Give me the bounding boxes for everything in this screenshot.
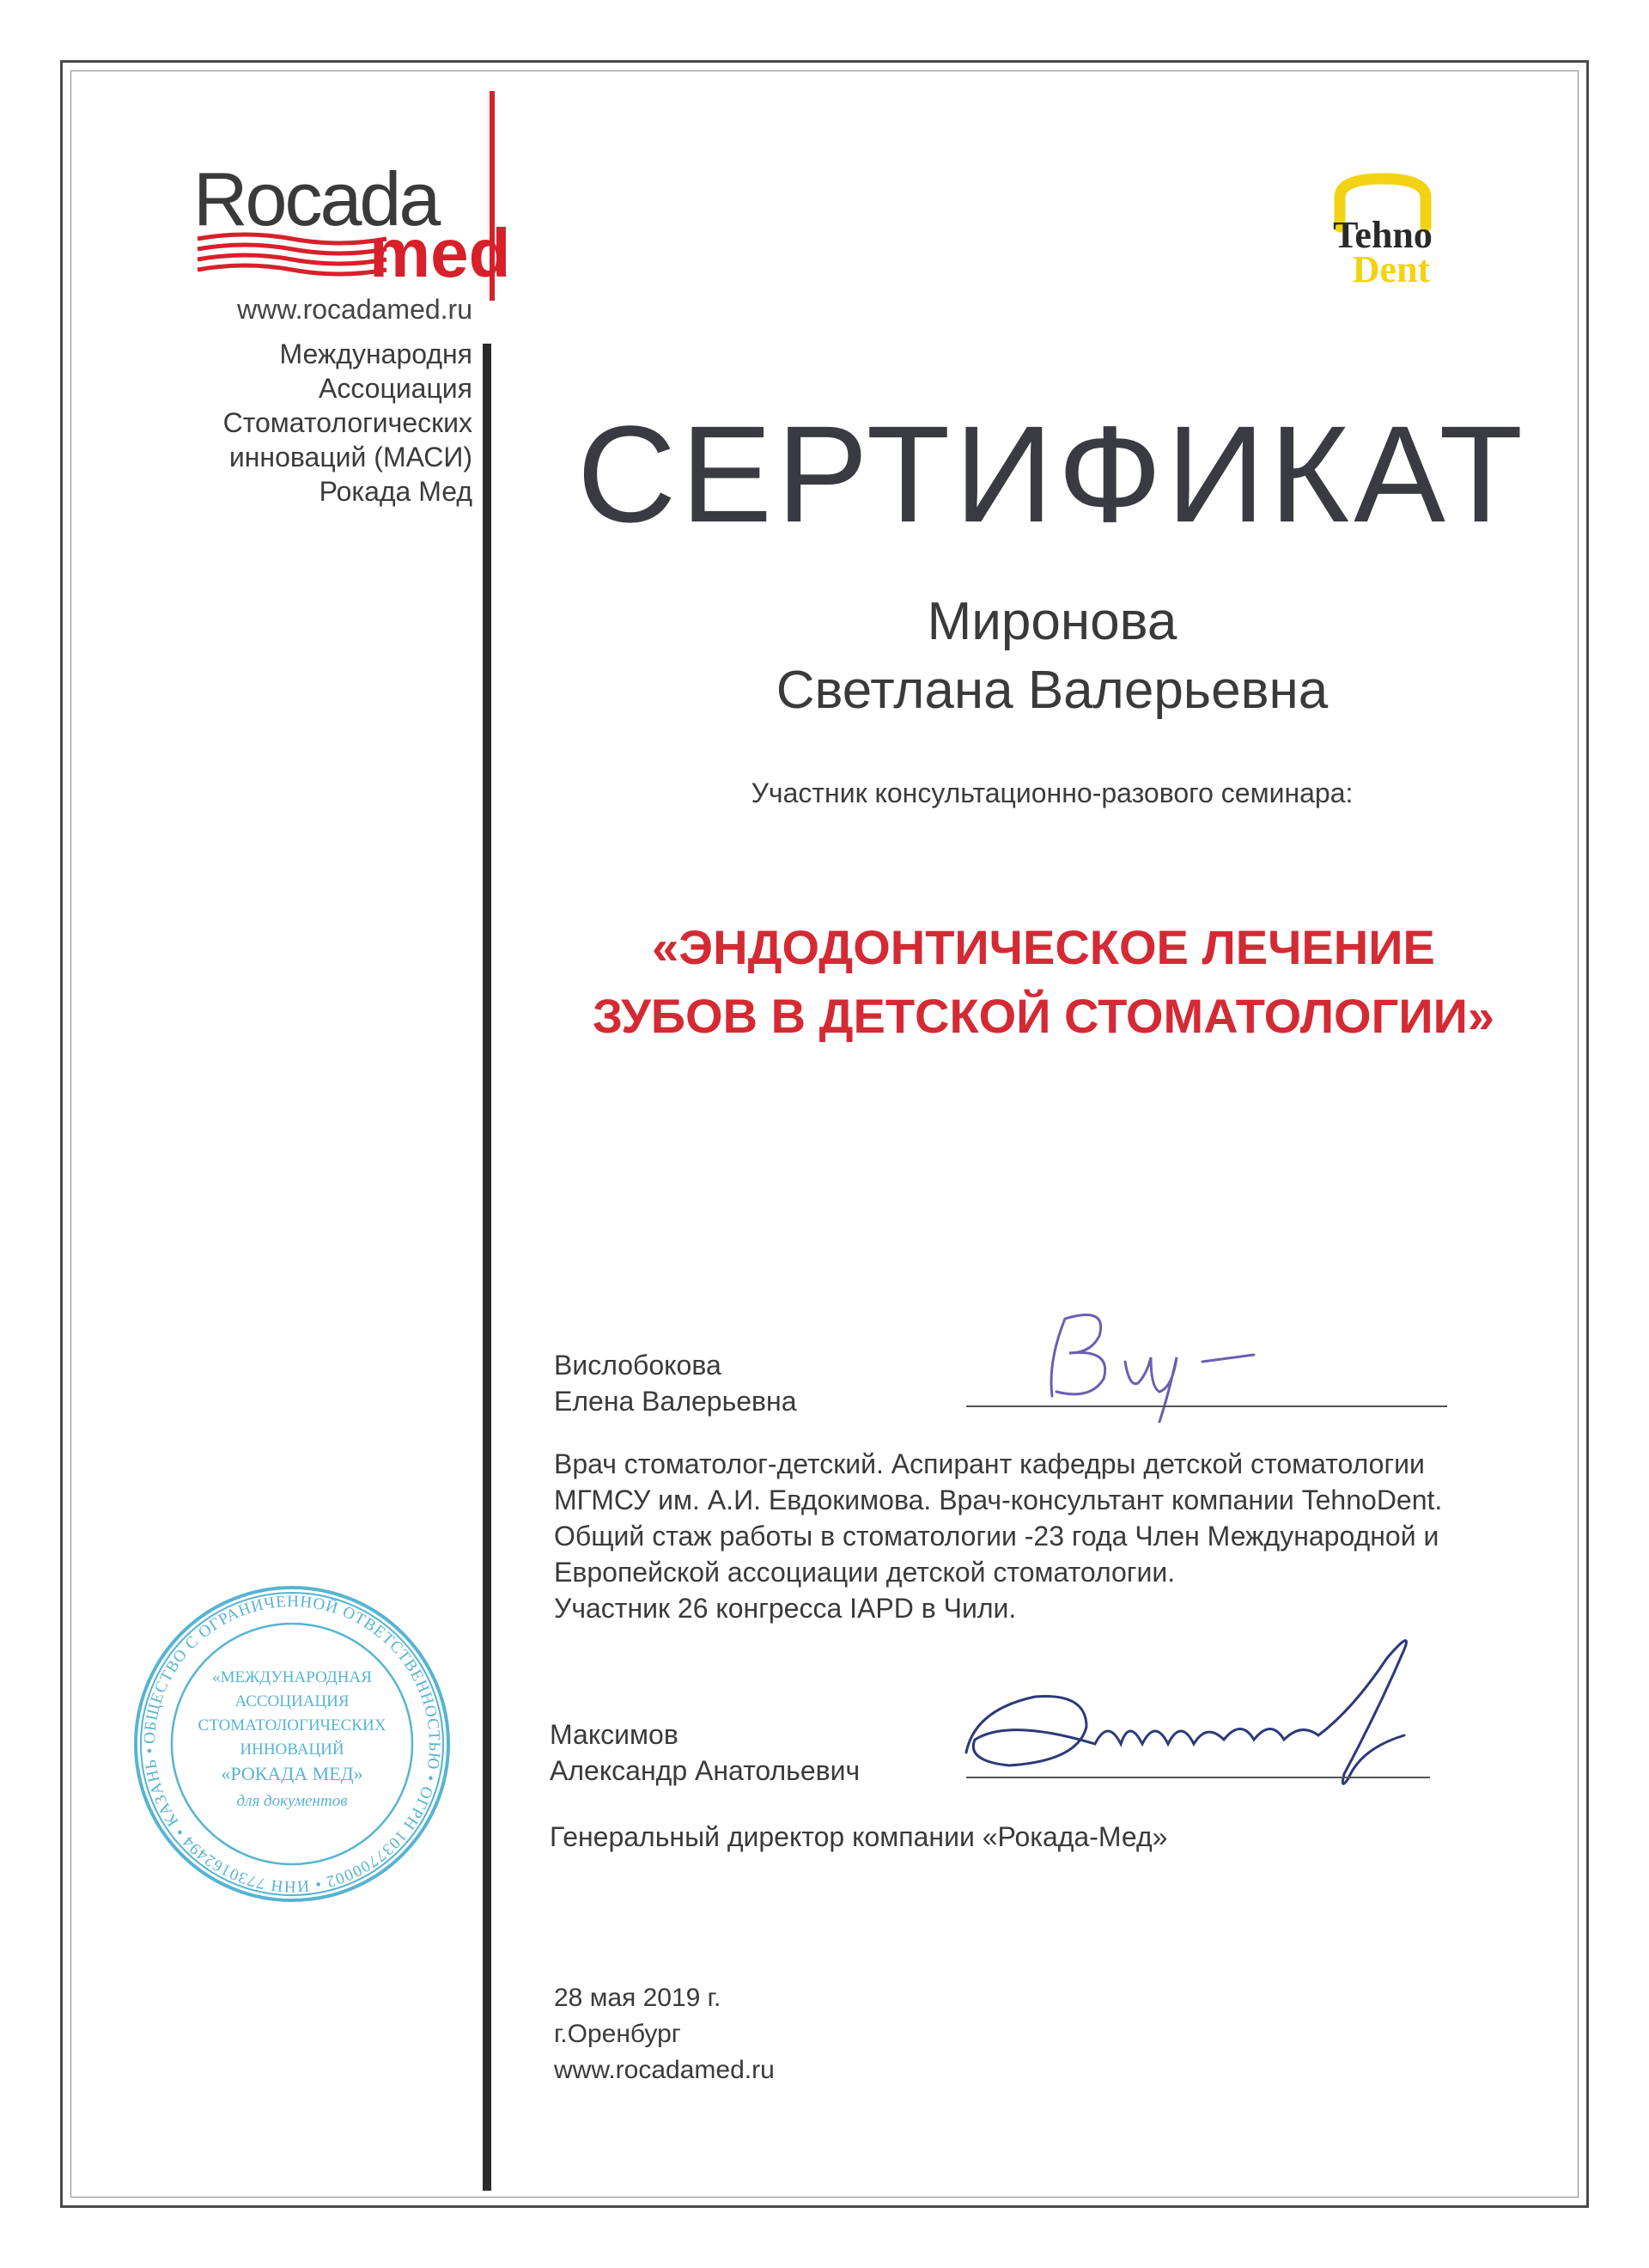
logo-website: www.rocadamed.ru	[237, 294, 472, 325]
seminar-title-line: ЗУБОВ В ДЕТСКОЙ СТОМАТОЛОГИИ»	[593, 989, 1494, 1043]
stamp-ring-text: ОБЩЕСТВО С ОГРАНИЧЕННОЙ ОТВЕТСТВЕННОСТЬЮ • ОГРН 1037700002 • ИНН 7730162494 • КАЗАНЬ •	[140, 1592, 444, 1896]
association-line: Рокада Мед	[319, 476, 472, 507]
logo-word-rocada: Rocada	[193, 156, 439, 241]
logo-word-dent: Dent	[1352, 248, 1431, 290]
participant-label: Участник консультационно-разового семинара:	[751, 777, 1354, 808]
signer1-surname: Вислобокова	[554, 1350, 721, 1381]
association-line: Ассоциация	[318, 373, 472, 404]
association-name	[129, 337, 472, 509]
stamp-line: ИННОВАЦИЙ	[240, 1741, 344, 1759]
issue-date: 28 мая 2019 г.	[554, 1984, 721, 2012]
logo-word-med: med	[369, 215, 511, 291]
association-line: инноваций (МАСИ)	[228, 442, 472, 472]
signer1-name	[554, 1347, 797, 1419]
rocadamed-logo	[193, 155, 511, 301]
signer1-given-name: Елена Валерьевна	[554, 1386, 797, 1417]
dark-vertical-rule	[483, 344, 491, 2191]
signer2-role: Генеральный директор компании «Рокада-Мед»	[550, 1821, 1168, 1852]
issue-city: г.Оренбург	[554, 2020, 681, 2048]
bio-line: Европейской ассоциации детской стоматологии.	[554, 1557, 1176, 1588]
bio-line: Общий стаж работы в стоматологии -23 года Член Международной и	[554, 1521, 1439, 1552]
stamp-line: для документов	[236, 1792, 348, 1810]
logo-word-tehno: Tehno	[1333, 214, 1433, 256]
company-stamp	[129, 1581, 455, 1907]
signer1-signature-line	[966, 1405, 1447, 1407]
bio-line: МГМСУ им. А.И. Евдокимова. Врач-консультант компании TehnoDent.	[554, 1485, 1443, 1515]
association-line: Стоматологических	[222, 407, 472, 438]
signer1-biography	[554, 1446, 1567, 1626]
signer1-signature	[1031, 1302, 1263, 1430]
stamp-line: «РОКАДА МЕД»	[221, 1763, 363, 1784]
footer	[554, 1980, 775, 2088]
recipient-given-name: Светлана Валерьевна	[776, 661, 1329, 720]
signer2-signature-line	[966, 1777, 1430, 1778]
recipient-surname: Миронова	[927, 592, 1177, 651]
footer-website: www.rocadamed.ru	[554, 2056, 775, 2084]
stamp-line: СТОМАТОЛОГИЧЕСКИХ	[198, 1716, 386, 1735]
bio-line: Участник 26 конгресса IAPD в Чили.	[554, 1593, 1017, 1624]
signer2-given-name: Александр Анатольевич	[550, 1755, 861, 1786]
stamp-line: АССОЦИАЦИЯ	[234, 1692, 350, 1710]
tehnodent-logo	[1305, 172, 1460, 292]
association-line: Международня	[279, 338, 472, 369]
signer2-name	[550, 1716, 860, 1789]
signer2-surname: Максимов	[550, 1719, 678, 1750]
certificate-title: СЕРТИФИКАТ	[576, 397, 1528, 551]
seminar-title-line: «ЭНДОДОНТИЧЕСКОЕ ЛЕЧЕНИЕ	[652, 920, 1435, 974]
bio-line: Врач стоматолог-детский. Аспирант кафедры детской стоматологии	[554, 1448, 1425, 1479]
stamp-line: «МЕЖДУНАРОДНАЯ	[212, 1668, 372, 1686]
